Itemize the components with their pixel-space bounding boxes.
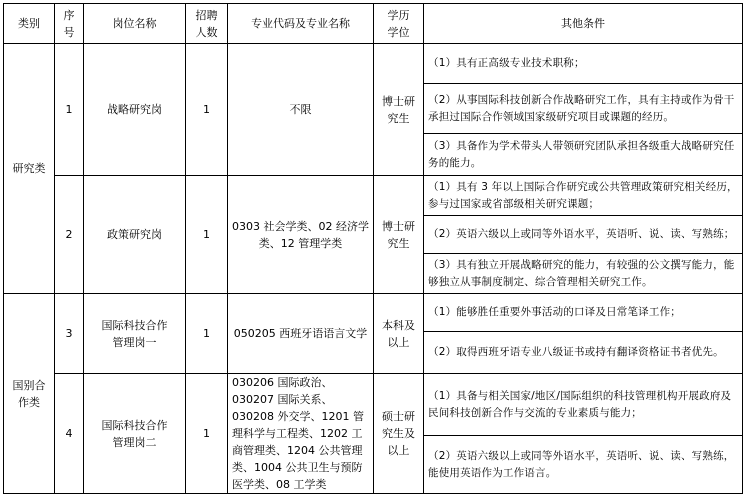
condition-cell: （2）英语六级以上或同等外语水平，英语听、说、读、写熟练，能使用英语作为工作语言。 [424, 436, 743, 494]
category-cell: 国别合 作类 [4, 294, 55, 494]
position-cell: 战略研究岗 [84, 44, 186, 176]
degree-cell: 博士研 究生 [374, 44, 424, 176]
condition-cell: （1）具有 3 年以上国际合作研究或公共管理政策研究相关经历，参与过国家或省部级相关研究课题； [424, 176, 743, 216]
number-cell: 1 [55, 44, 84, 176]
header-row [4, 4, 743, 44]
table-row [4, 294, 743, 332]
condition-cell: （3）具备作为学术带头人带领研究团队承担各级重大战略研究任务的能力。 [424, 134, 743, 176]
major-cell: 050205 西班牙语语言文学 [228, 294, 374, 374]
condition-cell: （2）取得西班牙语专业八级证书或持有翻译资格证书者优先。 [424, 332, 743, 374]
condition-cell: （3）具有独立开展战略研究的能力，有较强的公文撰写能力，能够独立从事制度制定、综合管理相关研究工作。 [424, 254, 743, 294]
condition-cell: （1）具有正高级专业技术职称； [424, 44, 743, 84]
position-cell: 国际科技合作 管理岗二 [84, 374, 186, 494]
condition-cell: （2）英语六级以上或同等外语水平，英语听、说、读、写熟练； [424, 216, 743, 254]
condition-cell: （1）具备与相关国家/地区/国际组织的科技管理机构开展政府及民间科技创新合作与交流的专业素质与能力； [424, 374, 743, 436]
number-cell: 2 [55, 176, 84, 294]
count-cell: 1 [186, 44, 228, 176]
number-cell: 4 [55, 374, 84, 494]
recruitment-table [3, 3, 743, 494]
major-cell: 不限 [228, 44, 374, 176]
header-count: 招聘 人数 [186, 4, 228, 44]
count-cell: 1 [186, 176, 228, 294]
table-row [4, 374, 743, 436]
table-row [4, 44, 743, 84]
header-number: 序 号 [55, 4, 84, 44]
degree-cell: 硕士研 究生及 以上 [374, 374, 424, 494]
degree-cell: 博士研 究生 [374, 176, 424, 294]
position-cell: 政策研究岗 [84, 176, 186, 294]
header-major: 专业代码及专业名称 [228, 4, 374, 44]
position-cell: 国际科技合作 管理岗一 [84, 294, 186, 374]
major-cell: 0303 社会学类、02 经济学类、12 管理学类 [228, 176, 374, 294]
header-position: 岗位名称 [84, 4, 186, 44]
table-row [4, 176, 743, 216]
count-cell: 1 [186, 374, 228, 494]
major-cell: 030206 国际政治、030207 国际关系、030208 外交学、1201 管理科学与工程类、1202 工商管理类、1204 公共管理类、1004 公共卫生与预防医学类、08 工学类 [228, 374, 374, 494]
header-conditions: 其他条件 [424, 4, 743, 44]
condition-cell: （1）能够胜任重要外事活动的口译及日常笔译工作； [424, 294, 743, 332]
count-cell: 1 [186, 294, 228, 374]
number-cell: 3 [55, 294, 84, 374]
degree-cell: 本科及 以上 [374, 294, 424, 374]
header-degree: 学历 学位 [374, 4, 424, 44]
category-cell: 研究类 [4, 44, 55, 294]
header-category: 类别 [4, 4, 55, 44]
condition-cell: （2）从事国际科技创新合作战略研究工作，具有主持或作为骨干承担过国际合作领域国家级研究项目或课题的经历。 [424, 84, 743, 134]
